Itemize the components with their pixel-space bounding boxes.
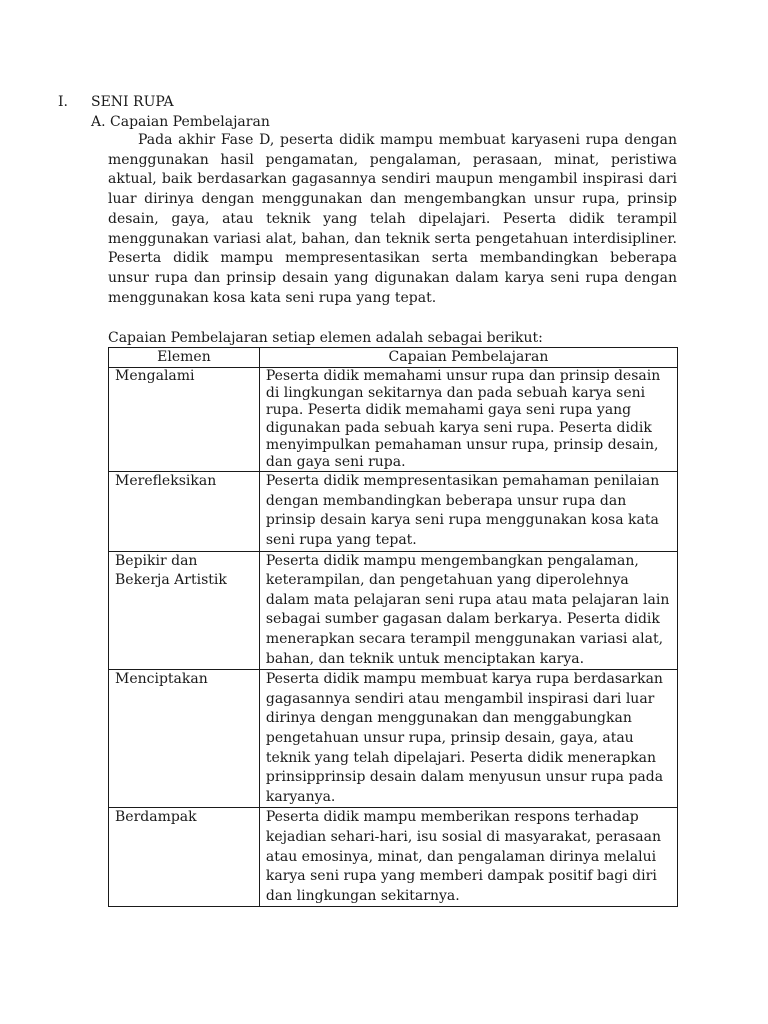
subsection-heading: A. Capaian Pembelajaran [91, 114, 270, 130]
capaian-cell: Peserta didik mampu mengembangkan pengalaman, keterampilan, dan pengetahuan yang diperolehnya dalam mata pelajaran seni rupa atau mata pelajaran lain sebagai sumber gagasan dalam berkarya. Peserta didik menerapkan secara terampil menggunakan variasi alat, bahan, dan teknik untuk menciptakan karya. [259, 551, 677, 670]
section-heading [58, 92, 174, 112]
elemen-cell: Menciptakan [109, 670, 260, 808]
intro-paragraph: Pada akhir Fase D, peserta didik mampu membuat karyaseni rupa dengan menggunakan hasil pengamatan, pengalaman, perasaan, minat, peristiwa aktual, baik berdasarkan gagasannya sendiri maupun mengambil inspirasi dari luar dirinya dengan menggunakan dan mengembangkan unsur rupa, prinsip desain, gaya, atau teknik yang telah dipelajari. Peserta didik terampil menggunakan variasi alat, bahan, dan teknik serta pengetahuan interdisipliner. Peserta didik mampu mempresentasikan serta membandingkan beberapa unsur rupa dan prinsip desain yang digunakan dalam karya seni rupa dengan menggunakan kosa kata seni rupa yang tepat. [108, 132, 677, 306]
capaian-cell: Peserta didik mampu membuat karya rupa berdasarkan gagasannya sendiri atau mengambil inspirasi dari luar dirinya dengan menggunakan dan menggabungkan pengetahuan unsur rupa, prinsip desain, gaya, atau teknik yang telah dipelajari. Peserta didik menerapkan prinsipprinsip desain dalam menyusun unsur rupa pada karyanya. [259, 670, 677, 808]
table-row [109, 670, 678, 808]
capaian-table [108, 347, 678, 907]
capaian-cell: Peserta didik mempresentasikan pemahaman penilaian dengan membandingkan beberapa unsur rupa dan prinsip desain karya seni rupa menggunakan kosa kata seni rupa yang tepat. [259, 472, 677, 551]
table-row [109, 551, 678, 670]
elemen-cell: Mengalami [109, 368, 260, 472]
table-row [109, 472, 678, 551]
table-header-row [109, 348, 678, 368]
table-row [109, 808, 678, 907]
elemen-cell: Merefleksikan [109, 472, 260, 551]
section-number: I. [58, 94, 68, 110]
header-elemen: Elemen [109, 348, 260, 368]
elemen-cell: Bepikir dan Bekerja Artistik [109, 551, 260, 670]
section-title: SENI RUPA [91, 94, 174, 110]
elemen-cell: Berdampak [109, 808, 260, 907]
table-row [109, 368, 678, 472]
header-capaian: Capaian Pembelajaran [259, 348, 677, 368]
capaian-cell: Peserta didik memahami unsur rupa dan prinsip desain di lingkungan sekitarnya dan pada sebuah karya seni rupa. Peserta didik memahami gaya seni rupa yang digunakan pada sebuah karya seni rupa. Peserta didik menyimpulkan pemahaman unsur rupa, prinsip desain, dan gaya seni rupa. [259, 368, 677, 472]
capaian-cell: Peserta didik mampu memberikan respons terhadap kejadian sehari-hari, isu sosial di masyarakat, perasaan atau emosinya, minat, dan pengalaman dirinya melalui karya seni rupa yang memberi dampak positif bagi diri dan lingkungan sekitarnya. [259, 808, 677, 907]
table-caption: Capaian Pembelajaran setiap elemen adalah sebagai berikut: [108, 330, 543, 346]
